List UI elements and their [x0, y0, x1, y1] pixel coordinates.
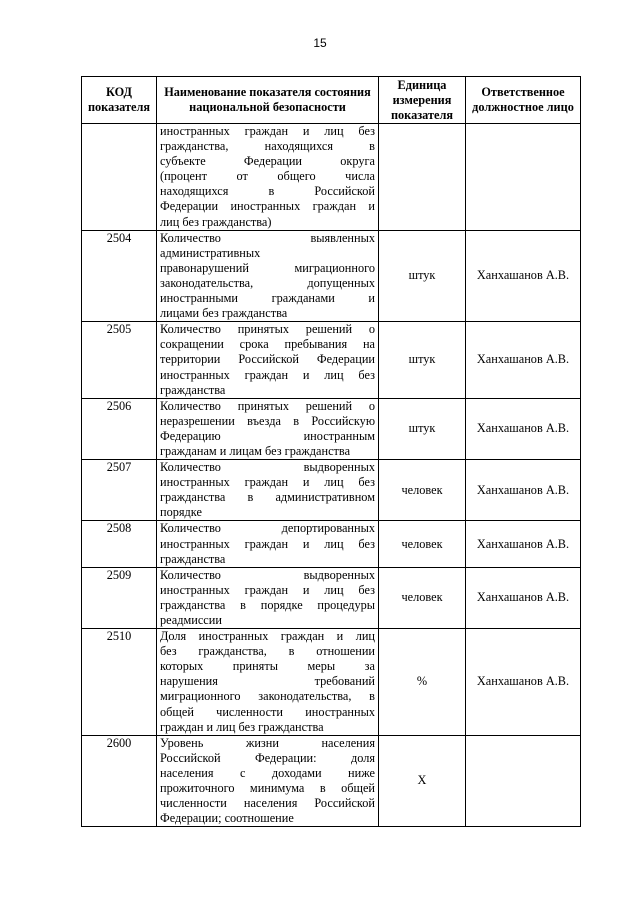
indicator-name-line: реадмиссии	[160, 613, 222, 627]
table-row	[82, 124, 581, 231]
indicator-unit: штук	[379, 322, 466, 398]
indicator-name-line: Федерации; соотношение	[160, 811, 294, 826]
responsible-person	[466, 735, 581, 827]
indicator-name-line: иностранных граждан и лиц без	[160, 582, 375, 597]
indicator-name-line: правонарушений миграционного	[160, 260, 375, 275]
indicator-name-line: Российской Федерации: доля	[160, 750, 375, 765]
indicator-code: 2504	[82, 230, 157, 322]
header-code: КОД показателя	[82, 77, 157, 124]
indicators-table	[81, 76, 581, 827]
indicator-code: 2600	[82, 735, 157, 827]
responsible-person: Ханхашанов А.В.	[466, 460, 581, 521]
header-unit: Единица измерения показателя	[379, 77, 466, 124]
table-header-row	[82, 77, 581, 124]
indicator-name-line: численности населения Российской	[160, 796, 375, 811]
indicator-name	[157, 124, 379, 231]
table-row	[82, 521, 581, 567]
responsible-person: Ханхашанов А.В.	[466, 629, 581, 736]
indicator-name-line: иностранными гражданами и	[160, 291, 375, 306]
table-body	[82, 124, 581, 827]
indicator-name	[157, 460, 379, 521]
indicator-unit: человек	[379, 567, 466, 628]
indicator-name-line: Количество депортированных	[160, 521, 375, 536]
indicator-name	[157, 567, 379, 628]
indicator-name-line: нарушения требований	[160, 674, 375, 689]
indicator-unit: человек	[379, 460, 466, 521]
indicator-unit: %	[379, 629, 466, 736]
indicator-code: 2510	[82, 629, 157, 736]
indicator-name-line: Количество принятых решений о	[160, 322, 375, 337]
indicator-name-line: миграционного законодательства, в	[160, 689, 375, 704]
indicator-name-line: сокращении срока пребывания на	[160, 337, 375, 352]
indicator-code	[82, 124, 157, 231]
responsible-person: Ханхашанов А.В.	[466, 230, 581, 322]
table-row	[82, 567, 581, 628]
responsible-person: Ханхашанов А.В.	[466, 398, 581, 459]
indicator-code: 2506	[82, 398, 157, 459]
indicator-name-line: Количество выявленных	[160, 230, 375, 245]
indicator-name	[157, 521, 379, 567]
indicator-unit: человек	[379, 521, 466, 567]
indicator-code: 2507	[82, 460, 157, 521]
indicator-name-line: иностранных граждан и лиц без	[160, 367, 375, 382]
indicator-name-line: законодательства, допущенных	[160, 275, 375, 290]
table-row	[82, 398, 581, 459]
indicator-name	[157, 230, 379, 322]
indicator-unit: штук	[379, 398, 466, 459]
indicator-name-line: Количество принятых решений о	[160, 398, 375, 413]
indicator-name	[157, 322, 379, 398]
indicator-name-line: гражданства	[160, 382, 226, 397]
indicator-name-line: иностранных граждан и лиц без	[160, 124, 375, 138]
indicator-name	[157, 629, 379, 736]
indicator-name-line: которых приняты меры за	[160, 659, 375, 674]
header-responsible: Ответственное должностное лицо	[466, 77, 581, 124]
table-row	[82, 230, 581, 322]
page-number: 15	[313, 36, 327, 50]
indicator-name-line: без гражданства, в отношении	[160, 644, 375, 659]
responsible-person: Ханхашанов А.В.	[466, 521, 581, 567]
responsible-person: Ханхашанов А.В.	[466, 322, 581, 398]
indicator-name-line: иностранных граждан и лиц без	[160, 536, 375, 551]
indicator-unit	[379, 124, 466, 231]
indicator-name-line: территории Российской Федерации	[160, 352, 375, 367]
indicator-name-line: Доля иностранных граждан и лиц	[160, 629, 375, 644]
indicator-name	[157, 735, 379, 827]
indicator-name-line: Количество выдворенных	[160, 567, 375, 582]
indicator-unit: X	[379, 735, 466, 827]
indicator-name-line: гражданам и лицам без гражданства	[160, 443, 351, 458]
indicator-unit: штук	[379, 230, 466, 322]
indicator-name-line: лиц без гражданства)	[160, 214, 272, 229]
table-row	[82, 460, 581, 521]
indicator-name-line: неразрешении въезда в Российскую	[160, 413, 375, 428]
indicator-name-line: Федерацию иностранным	[160, 428, 375, 443]
indicator-name-line: граждан и лиц без гражданства	[160, 719, 324, 734]
indicator-code: 2508	[82, 521, 157, 567]
indicator-name-line: Уровень жизни населения	[160, 735, 375, 750]
header-name: Наименование показателя состояния национальной безопасности	[157, 77, 379, 124]
indicator-name-line: Количество выдворенных	[160, 460, 375, 475]
indicator-name-line: гражданства в административном	[160, 490, 375, 505]
indicator-name-line: лицами без гражданства	[160, 306, 288, 321]
indicator-code: 2505	[82, 322, 157, 398]
indicator-name-line: прожиточного минимума в общей	[160, 781, 375, 796]
indicator-name-line: гражданства	[160, 551, 226, 566]
responsible-person	[466, 124, 581, 231]
indicator-code: 2509	[82, 567, 157, 628]
indicator-name	[157, 398, 379, 459]
table-row	[82, 322, 581, 398]
table-row	[82, 735, 581, 827]
indicator-name-line: Федерации иностранных граждан и	[160, 199, 375, 214]
indicator-name-line: иностранных граждан и лиц без	[160, 475, 375, 490]
indicator-name-line: общей численности иностранных	[160, 704, 375, 719]
indicator-name-line: гражданства, находящихся в	[160, 139, 375, 154]
responsible-person: Ханхашанов А.В.	[466, 567, 581, 628]
indicator-name-line: населения с доходами ниже	[160, 765, 375, 780]
table-row	[82, 629, 581, 736]
indicator-name-line: порядке	[160, 505, 202, 520]
indicator-name-line: (процент от общего числа	[160, 169, 375, 184]
indicator-name-line: субъекте Федерации округа	[160, 154, 375, 169]
indicator-name-line: гражданства в порядке процедуры	[160, 597, 375, 612]
indicator-name-line: находящихся в Российской	[160, 184, 375, 199]
indicator-name-line: административных	[160, 245, 261, 260]
